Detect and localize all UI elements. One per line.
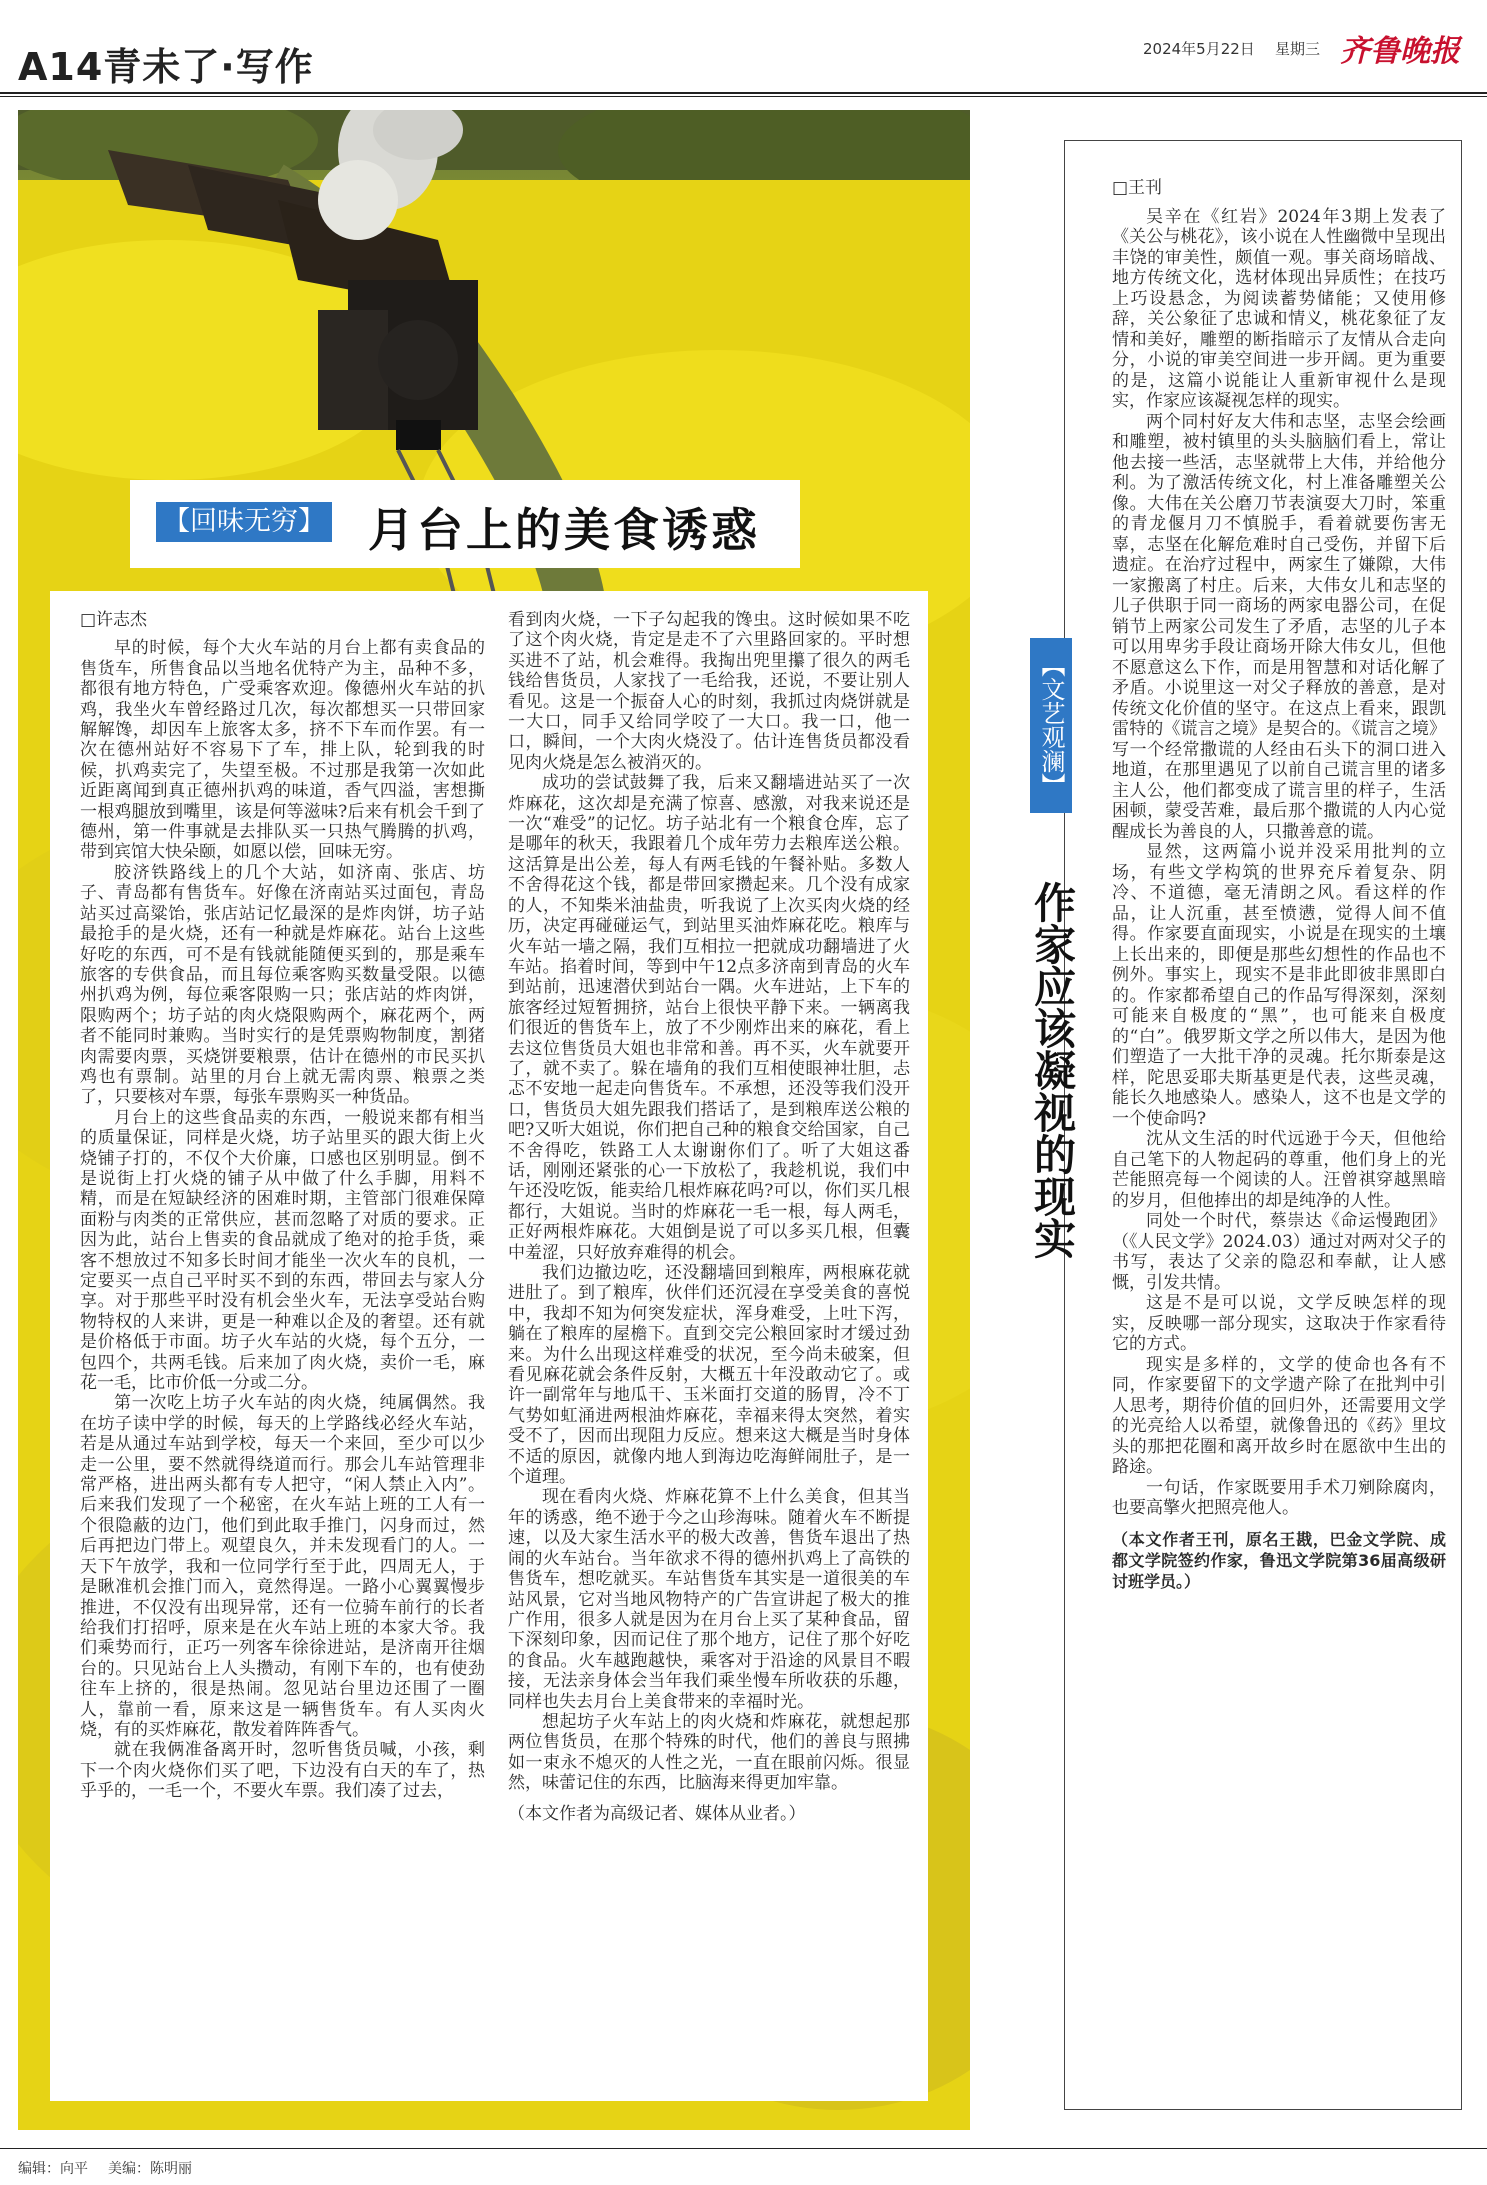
footer-editor: 编辑：向平 — [18, 2161, 88, 2177]
article-title: 月台上的美食诱惑 — [368, 503, 760, 557]
paragraph: 第一次吃上坊子火车站的肉火烧，纯属偶然。我在坊子读中学的时候，每天的上学路线必经火车站，若是从通过车站到学校，每天一个来回，至少可以少走一公里，要不然就得绕道而行。那会儿车站管理非常严格，进出两头都有专人把守，“闲人禁止入内”。后来我们发现了一个秘密，在火车站上班的工人有一个很隐蔽的边门，他们到此取手推门，闪身而过，然后再把边门带上。观望良久，并未发现看门的人。一天下午放学，我和一位同学行至于此，四周无人，于是瞅准机会推门而入，竟然得逞。一路小心翼翼慢步推进，不仅没有出现异常，还有一位骑车前行的长者给我们打招呼，原来是在火车站上班的本家大爷。我们乘势而行，正巧一列客车徐徐进站，是济南开往烟台的。只见站台上人头攒动，有刚下车的，也有使劲往车上挤的，很是热闹。忽见站台里边还围了一圈人，靠前一看，原来这是一辆售货车。有人买肉火烧，有的买炸麻花，散发着阵阵香气。 — [80, 1393, 485, 1740]
paragraph: 一句话，作家既要用手术刀剜除腐肉，也要高擎火把照亮他人。 — [1112, 1477, 1446, 1518]
paragraph: 两个同村好友大伟和志坚，志坚会绘画和雕塑，被村镇里的头头脑脑们看上，常让他去接一些活，志坚就带上大伟，并给他分利。为了激活传统文化，村上准备雕塑关公像。大伟在关公磨刀节表演耍大刀时，笨重的青龙偃月刀不慎脱手，看着就要伤害无辜，志坚在化解危难时自己受伤，并留下后遗症。在治疗过程中，两家生了嫌隙，大伟一家搬离了村庄。后来，大伟女儿和志坚的儿子供职于同一商场的两家电器公司，在促销节上两家公司发生了矛盾，志坚的儿子本可以用卑劣手段让商场开除大伟女儿，但他不愿意这么下作，而是用智慧和对话化解了矛盾。小说里这一对父子释放的善意，是对传统文化价值的坚守。在这点上看来，跟凯雷特的《谎言之境》是契合的。《谎言之境》写一个经常撒谎的人经由石头下的洞口进入地道，在那里遇见了以前自己谎言里的诸多主人公，他们都变成了谎言里的样子，生活困顿，蒙受苦难，最后那个撒谎的人内心觉醒成长为善良的人，只撒善意的谎。 — [1112, 411, 1446, 842]
right-author-bio: （本文作者王刊，原名王戡，巴金文学院、成都文学院签约作家，鲁迅文学院第36届高级研讨班学员。） — [1112, 1529, 1446, 1591]
header-rule — [0, 92, 1487, 94]
paragraph: 显然，这两篇小说并没采用批判的立场，有些文学构筑的世界充斥着复杂、阴冷、不道德，毫无清朗之风。看这样的作品，让人沉重，甚至愤懑，觉得人间不值得。作家要直面现实，小说是在现实的土壤上长出来的，即便是那些幻想性的作品也不例外。事实上，现实不是非此即彼非黑即白的。作家都希望自己的作品写得深刻，深刻可能来自极度的“黑”，也可能来自极度的“白”。俄罗斯文学之所以伟大，是因为他们塑造了一大批干净的灵魂。托尔斯泰是这样，陀思妥耶夫斯基更是代表，这些灵魂，能长久地感染人。感染人，这不也是文学的一个使命吗? — [1112, 842, 1446, 1129]
paragraph: 胶济铁路线上的几个大站，如济南、张店、坊子、青岛都有售货车。好像在济南站买过面包，青岛站买过高粱饴，张店站记忆最深的是炸肉饼，坊子站最抢手的是火烧，还有一种就是炸麻花。站台上这些好吃的东西，可不是有钱就能随便买到的，那是乘车旅客的专供食品，而且每位乘客购买数量受限。以德州扒鸡为例，每位乘客限购一只；张店站的炸肉饼，限购两个；坊子站的肉火烧限购两个，麻花两个，两者不能同时兼购。当时实行的是凭票购物制度，割猪肉需要肉票，买烧饼要粮票，估计在德州的市民买扒鸡也有票制。站里的月台上就无需肉票、粮票之类了，只要核对车票，每张车票购买一种货品。 — [80, 862, 485, 1108]
right-article-title: 作家应该凝视的现实 — [1028, 881, 1077, 1259]
paragraph: 沈从文生活的时代远逊于今天，但他给自己笔下的人物起码的尊重，他们身上的光芒能照亮每一个阅读的人。汪曾祺穿越黑暗的岁月，但他捧出的却是纯净的人性。 — [1112, 1129, 1446, 1211]
article-column-2 — [508, 610, 910, 1824]
footer-rule — [0, 2148, 1487, 2149]
side-section-tag: 【文艺观澜】 — [1037, 653, 1065, 797]
article-column-1 — [80, 610, 485, 1802]
paragraph: 月台上的这些食品卖的东西，一般说来都有相当的质量保证，同样是火烧，坊子站里买的跟大街上火烧铺子打的，不仅个大价廉，口感也区别明显。倒不是说街上打火烧的铺子从中做了什么手脚，用料不精，而是在短缺经济的困难时期，主管部门很难保障面粉与肉类的正常供应，甚而忽略了对质的要求。正因为此，站台上售卖的食品就成了绝对的抢手货，乘客不想放过不知多长时间才能坐一次火车的良机，一定要买一点自己平时买不到的东西，带回去与家人分享。对于那些平时没有机会坐火车，无法享受站台购物特权的人来讲，更是一种难以企及的奢望。还有就是价格低于市面。坊子火车站的火烧，每个五分，一包四个，共两毛钱。后来加了肉火烧，卖价一毛，麻花一毛，比市价低一分或二分。 — [80, 1107, 485, 1394]
paragraph: 现在看肉火烧、炸麻花算不上什么美食，但其当年的诱惑，绝不逊于今之山珍海味。随着火车不断提速，以及大家生活水平的极大改善，售货车退出了热闹的火车站台。当年欲求不得的德州扒鸡上了高铁的售货车，想吃就买。车站售货车其实是一道很美的车站风景，它对当地风物特产的广告宣讲起了极大的推广作用，很多人就是因为在月台上买了某种食品，留下深刻印象，因而记住了那个地方，记住了那个好吃的食品。火车越跑越快，乘客对于沿途的风景目不暇接，无法亲身体会当年我们乘坐慢车所收获的乐趣，同样也失去月台上美食带来的幸福时光。 — [508, 1487, 910, 1712]
paragraph: 同处一个时代，蔡崇达《命运慢跑团》（《人民文学》2024.03）通过对两对父子的书写，表达了父亲的隐忍和奉献，让人感慨，引发共情。 — [1112, 1211, 1446, 1293]
issue-date: 2024年5月22日 — [1143, 40, 1255, 58]
page-label: A14青未了·写作 — [18, 45, 314, 89]
footer-designer: 美编：陈明丽 — [108, 2161, 192, 2177]
right-article-author: □王刊 — [1112, 178, 1163, 198]
paragraph: 早的时候，每个大火车站的月台上都有卖食品的售货车，所售食品以当地名优特产为主，品种不多，都很有地方特色，广受乘客欢迎。像德州火车站的扒鸡，我坐火车曾经路过几次，每次都想买一只带回家解解馋，却因车上旅客太多，挤不下车而作罢。有一次在德州站好不容易下了车，排上队，轮到我的时候，扒鸡卖完了，失望至极。不过那是我第一次如此近距离闻到真正德州扒鸡的味道，香气四溢，害想撕一根鸡腿放到嘴里，该是何等滋味?后来有机会千到了德州，第一件事就是去排队买一只热气腾腾的扒鸡，带到宾馆大快朵颐，如愿以偿，回味无穷。 — [80, 638, 485, 863]
paragraph: 现实是多样的，文学的使命也各有不同，作家要留下的文学遗产除了在批判中引人思考，期待价值的回归外，还需要用文学的光亮给人以希望，就像鲁迅的《药》里坟头的那把花圈和离开故乡时在愿欲中生出的路途。 — [1112, 1354, 1446, 1477]
paragraph: 想起坊子火车站上的肉火烧和炸麻花，就想起那两位售货员，在那个特殊的时代，他们的善良与照拂如一束永不熄灭的人性之光，一直在眼前闪烁。很显然，味蕾记住的东西，比脑海来得更加牢靠。 — [508, 1711, 910, 1794]
paragraph: 成功的尝试鼓舞了我，后来又翻墙进站买了一次炸麻花，这次却是充满了惊喜、感激，对我来说还是一次“难受”的记忆。坊子站北有一个粮食仓库，忘了是哪年的秋天，我跟着几个成年劳力去粮库送公粮。这活算是出公差，每人有两毛钱的午餐补贴。多数人不舍得花这个钱，都是带回家攒起来。几个没有成家的人，不知柴米油盐贵，听我说了上次买肉火烧的经历，决定再碰碰运气，到站里买油炸麻花吃。粮库与火车站一墙之隔，我们互相拉一把就成功翻墙进了火车站。掐着时间，等到中午12点多济南到青岛的火车到站前，迅速潜伏到站台一隅。火车进站，上下车的旅客经过短暂拥挤，站台上很快平静下来。一辆离我们很近的售货车上，放了不少刚炸出来的麻花，看上去这位售货员大姐也非常和善。再不买，火车就要开了，就不卖了。躲在墙角的我们互相使眼神壮胆，忐忑不安地一起走向售货车。不承想，还没等我们没开口，售货员大姐先跟我们搭话了，是到粮库送公粮的吧?又听大姐说，你们把自己种的粮食交给国家，自己不舍得吃，铁路工人太谢谢你们了。听了大姐这番话，刚刚还紧张的心一下放松了，我趁机说，我们中午还没吃饭，能卖给几根炸麻花吗?可以，你们买几根都行，大姐说。当时的炸麻花一毛一根，每人两毛，正好两根炸麻花。大姐倒是说了可以多买几根，但囊中羞涩，只好放弃难得的机会。 — [508, 773, 910, 1263]
newspaper-masthead: 齐鲁晚报 — [1340, 34, 1460, 69]
right-article-column — [1112, 178, 1446, 1592]
article-author: □许志杰 — [80, 610, 148, 630]
paragraph: 吴辛在《红岩》2024年3期上发表了《关公与桃花》，该小说在人性幽微中呈现出丰饶的审美性，颇值一观。事关商场暗战、地方传统文化，选材体现出异质性；在技巧上巧设悬念，为阅读蓄势储能；又使用修辞，关公象征了忠诚和情义，桃花象征了友情和美好，雕塑的断指暗示了友情从合走向分，小说的审美空间进一步开阔。更为重要的是，这篇小说能让人重新审视什么是现实，作家应该凝视怎样的现实。 — [1112, 206, 1446, 411]
paragraph: 就在我俩准备离开时，忽听售货员喊，小孩，剩下一个肉火烧你们买了吧，下边没有白天的车了，热乎乎的，一毛一个，不要火车票。我们凑了过去， — [80, 1740, 485, 1802]
paragraph: 这是不是可以说，文学反映怎样的现实，反映哪一部分现实，这取决于作家看待它的方式。 — [1112, 1293, 1446, 1354]
section-tag: 【回味无穷】 — [156, 502, 332, 542]
paragraph: 我们边撤边吃，还没翻墙回到粮库，两根麻花就进肚了。到了粮库，伙伴们还沉浸在享受美食的喜悦中，我却不知为何突发症状，浑身难受，上吐下泻，躺在了粮库的屋檐下。直到交完公粮回家时才缓过劲来。为什么出现这样难受的状况，至今尚未破案，但看见麻花就会条件反射，大概五十年没敢动它了。或许一副常年与地瓜干、玉米面打交道的肠胃，冷不丁气势如虹涌进两根油炸麻花，幸福来得太突然，着实受不了，因而出现阻力反应。想来这大概是当时身体不适的原因，就像内地人到海边吃海鲜闹肚子，是一个道理。 — [508, 1263, 910, 1488]
paragraph: 看到肉火烧，一下子勾起我的馋虫。这时候如果不吃了这个肉火烧，肯定是走不了六里路回家的。平时想买进不了站，机会难得。我掏出兜里攥了很久的两毛钱给售货员，人家找了一毛给我，还说，不要让别人看见。这是一个振奋人心的时刻，我抓过肉烧饼就是一大口，同手又给同学咬了一大口。我一口，他一口，瞬间，一个大肉火烧没了。估计连售货员都没看见肉火烧是怎么被消灭的。 — [508, 610, 910, 773]
issue-weekday: 星期三 — [1275, 40, 1321, 58]
author-bio: （本文作者为高级记者、媒体从业者。） — [508, 1803, 806, 1824]
header-rule-thin — [0, 96, 1487, 97]
